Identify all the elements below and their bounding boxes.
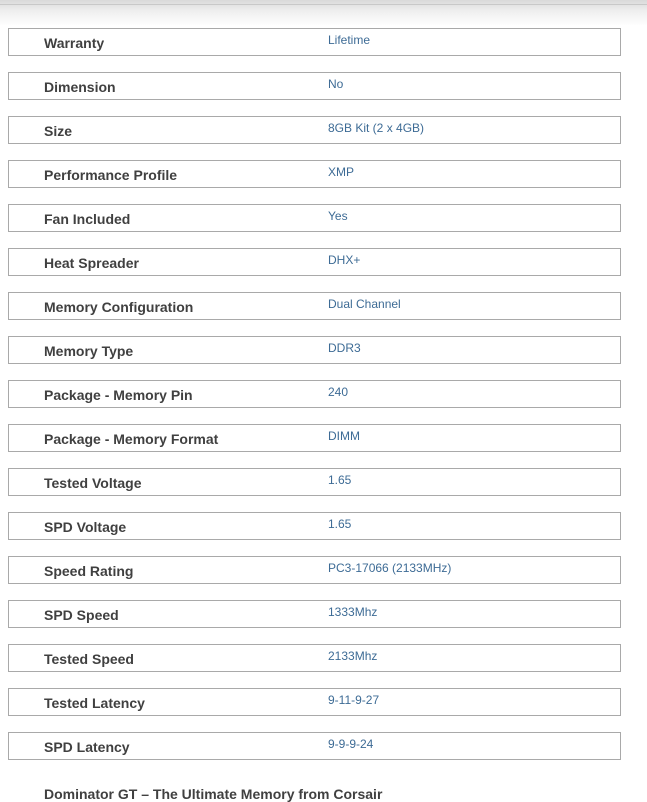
spec-value: 1.65	[328, 517, 352, 531]
spec-label: SPD Voltage	[44, 519, 127, 535]
spec-label: Heat Spreader	[44, 255, 139, 271]
spec-value: 2133Mhz	[328, 649, 378, 663]
spec-value: Yes	[328, 209, 348, 223]
spec-row-warranty	[8, 28, 621, 56]
spec-value: XMP	[328, 165, 355, 179]
spec-label: Dimension	[44, 79, 116, 95]
spec-label: Tested Speed	[44, 651, 134, 667]
spec-row-performance-profile	[8, 160, 621, 188]
spec-label: Warranty	[44, 35, 105, 51]
spec-label: Tested Voltage	[44, 475, 142, 491]
spec-value: No	[328, 77, 344, 91]
spec-table	[8, 28, 621, 776]
spec-row-size	[8, 116, 621, 144]
spec-label: Memory Configuration	[44, 299, 194, 315]
spec-row-fan-included	[8, 204, 621, 232]
spec-row-tested-latency	[8, 688, 621, 716]
spec-label: Package - Memory Format	[44, 431, 219, 447]
spec-row-heat-spreader	[8, 248, 621, 276]
spec-value: DHX+	[328, 253, 361, 267]
spec-label: Package - Memory Pin	[44, 387, 193, 403]
spec-value: DIMM	[328, 429, 360, 443]
spec-label: Size	[44, 123, 73, 139]
spec-value: Lifetime	[328, 33, 371, 47]
top-shadow-bar	[0, 0, 647, 26]
section-heading: Dominator GT – The Ultimate Memory from Corsair	[44, 786, 383, 802]
spec-row-memory-configuration	[8, 292, 621, 320]
spec-value: 1.65	[328, 473, 352, 487]
spec-value: 240	[328, 385, 349, 399]
spec-label: Tested Latency	[44, 695, 145, 711]
spec-value: DDR3	[328, 341, 361, 355]
spec-row-spd-latency	[8, 732, 621, 760]
spec-value: 1333Mhz	[328, 605, 378, 619]
spec-row-tested-voltage	[8, 468, 621, 496]
spec-row-dimension	[8, 72, 621, 100]
spec-row-speed-rating	[8, 556, 621, 584]
spec-row-tested-speed	[8, 644, 621, 672]
spec-value: Dual Channel	[328, 297, 401, 311]
spec-row-spd-voltage	[8, 512, 621, 540]
spec-value: 8GB Kit (2 x 4GB)	[328, 121, 425, 135]
spec-value: PC3-17066 (2133MHz)	[328, 561, 452, 575]
spec-label: Speed Rating	[44, 563, 134, 579]
spec-label: Memory Type	[44, 343, 134, 359]
spec-label: SPD Latency	[44, 739, 130, 755]
spec-label: Fan Included	[44, 211, 131, 227]
spec-value: 9-9-9-24	[328, 737, 374, 751]
spec-value: 9-11-9-27	[328, 693, 380, 707]
spec-label: Performance Profile	[44, 167, 178, 183]
spec-label: SPD Speed	[44, 607, 119, 623]
spec-row-spd-speed	[8, 600, 621, 628]
spec-row-memory-type	[8, 336, 621, 364]
spec-row-package-memory-pin	[8, 380, 621, 408]
spec-row-package-memory-format	[8, 424, 621, 452]
